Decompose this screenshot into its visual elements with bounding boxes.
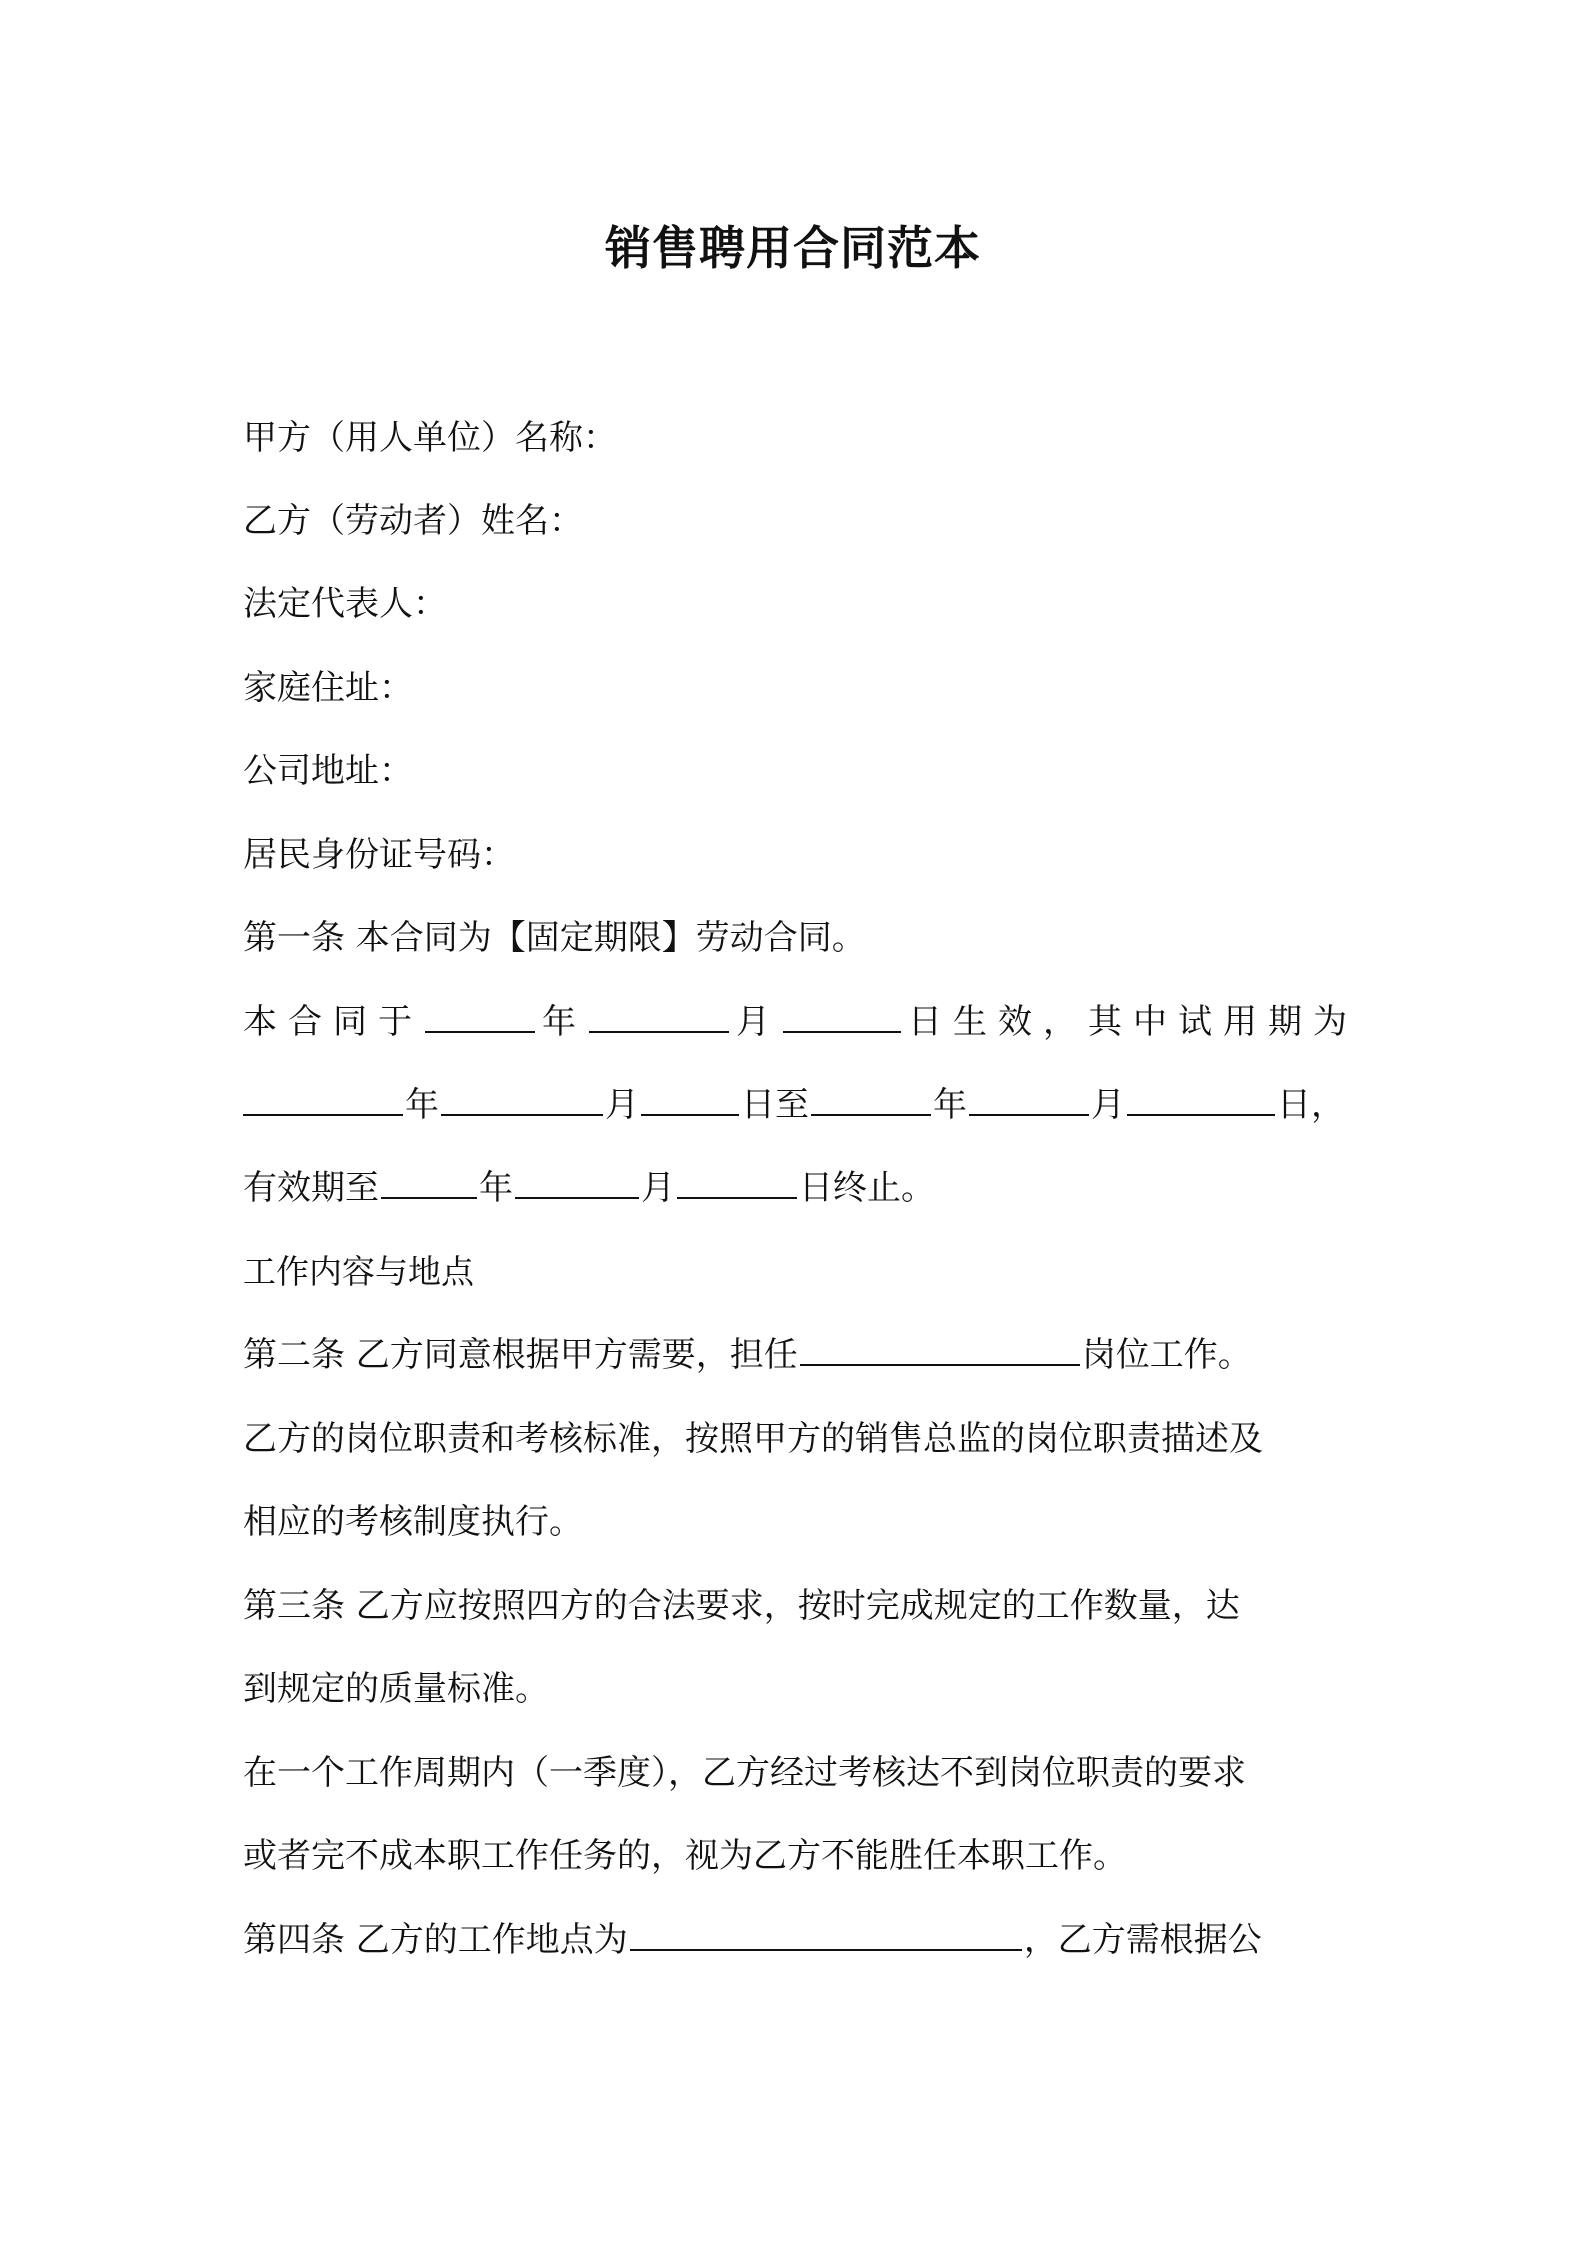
effective-text-end: 日生效，其中试用期为: [903, 1002, 1353, 1042]
article-3-line-1: 第三条 乙方应按照四方的合法要求，按时完成规定的工作数量，达: [243, 1586, 1240, 1626]
probation-end-day-blank: [1127, 1084, 1275, 1116]
probation-start-month-blank: [441, 1084, 603, 1116]
legal-representative-line: 法定代表人：: [243, 584, 447, 624]
article-4-text-end: ，乙方需根据公: [1023, 1920, 1262, 1960]
position-blank: [800, 1334, 1080, 1366]
assessment-line-2: 或者完不成本职工作任务的，视为乙方不能胜任本职工作。: [243, 1836, 1127, 1876]
probation-month2-label: 月: [1091, 1085, 1125, 1125]
month-label: 月: [731, 1002, 781, 1042]
probation-end-year-blank: [811, 1084, 931, 1116]
company-address-line: 公司地址：: [243, 751, 413, 791]
document-title: 销售聘用合同范本: [605, 221, 981, 275]
probation-end-month-blank: [969, 1084, 1089, 1116]
probation-year-label: 年: [405, 1085, 439, 1125]
validity-text-start: 有效期至: [243, 1168, 379, 1208]
probation-month-label: 月: [605, 1085, 639, 1125]
validity-year-label: 年: [479, 1168, 513, 1208]
article-4: [243, 1918, 1353, 1962]
article-2-text-start: 第二条 乙方同意根据甲方需要，担任: [243, 1335, 798, 1375]
probation-start-year-blank: [243, 1084, 403, 1116]
article-1: 第一条 本合同为【固定期限】劳动合同。: [243, 918, 866, 958]
effective-date-line: [243, 1000, 1353, 1044]
day-blank: [783, 1001, 901, 1033]
article-2-assessment-line: 相应的考核制度执行。: [243, 1502, 583, 1542]
effective-text-start: 本合同于: [243, 1002, 423, 1042]
validity-year-blank: [381, 1167, 477, 1199]
work-location-blank: [630, 1919, 1022, 1951]
home-address-line: 家庭住址：: [243, 668, 413, 708]
party-b-name-line: 乙方（劳动者）姓名：: [243, 501, 583, 541]
validity-line: [243, 1166, 1353, 1210]
probation-day-to-label: 日至: [741, 1085, 809, 1125]
validity-month-blank: [515, 1167, 639, 1199]
year-label: 年: [537, 1002, 587, 1042]
article-2-duties-line: 乙方的岗位职责和考核标准，按照甲方的销售总监的岗位职责描述及: [243, 1419, 1263, 1459]
article-2: [243, 1333, 1353, 1377]
validity-day-blank: [677, 1167, 797, 1199]
validity-text-end: 日终止。: [799, 1168, 935, 1208]
article-2-text-end: 岗位工作。: [1081, 1335, 1252, 1375]
probation-day-end-label: 日，: [1277, 1085, 1345, 1125]
validity-month-label: 月: [641, 1168, 675, 1208]
probation-year2-label: 年: [933, 1085, 967, 1125]
probation-period-line: [243, 1083, 1353, 1127]
article-3-line-2: 到规定的质量标准。: [243, 1669, 549, 1709]
section-heading: 工作内容与地点: [243, 1252, 474, 1291]
party-a-name-line: 甲方（用人单位）名称：: [243, 418, 617, 458]
assessment-line-1: 在一个工作周期内（一季度），乙方经过考核达不到岗位职责的要求: [243, 1753, 1246, 1793]
article-4-text-start: 第四条 乙方的工作地点为: [243, 1920, 628, 1960]
id-number-line: 居民身份证号码：: [243, 835, 515, 875]
probation-start-day-blank: [641, 1084, 739, 1116]
year-blank: [425, 1001, 535, 1033]
month-blank: [589, 1001, 729, 1033]
